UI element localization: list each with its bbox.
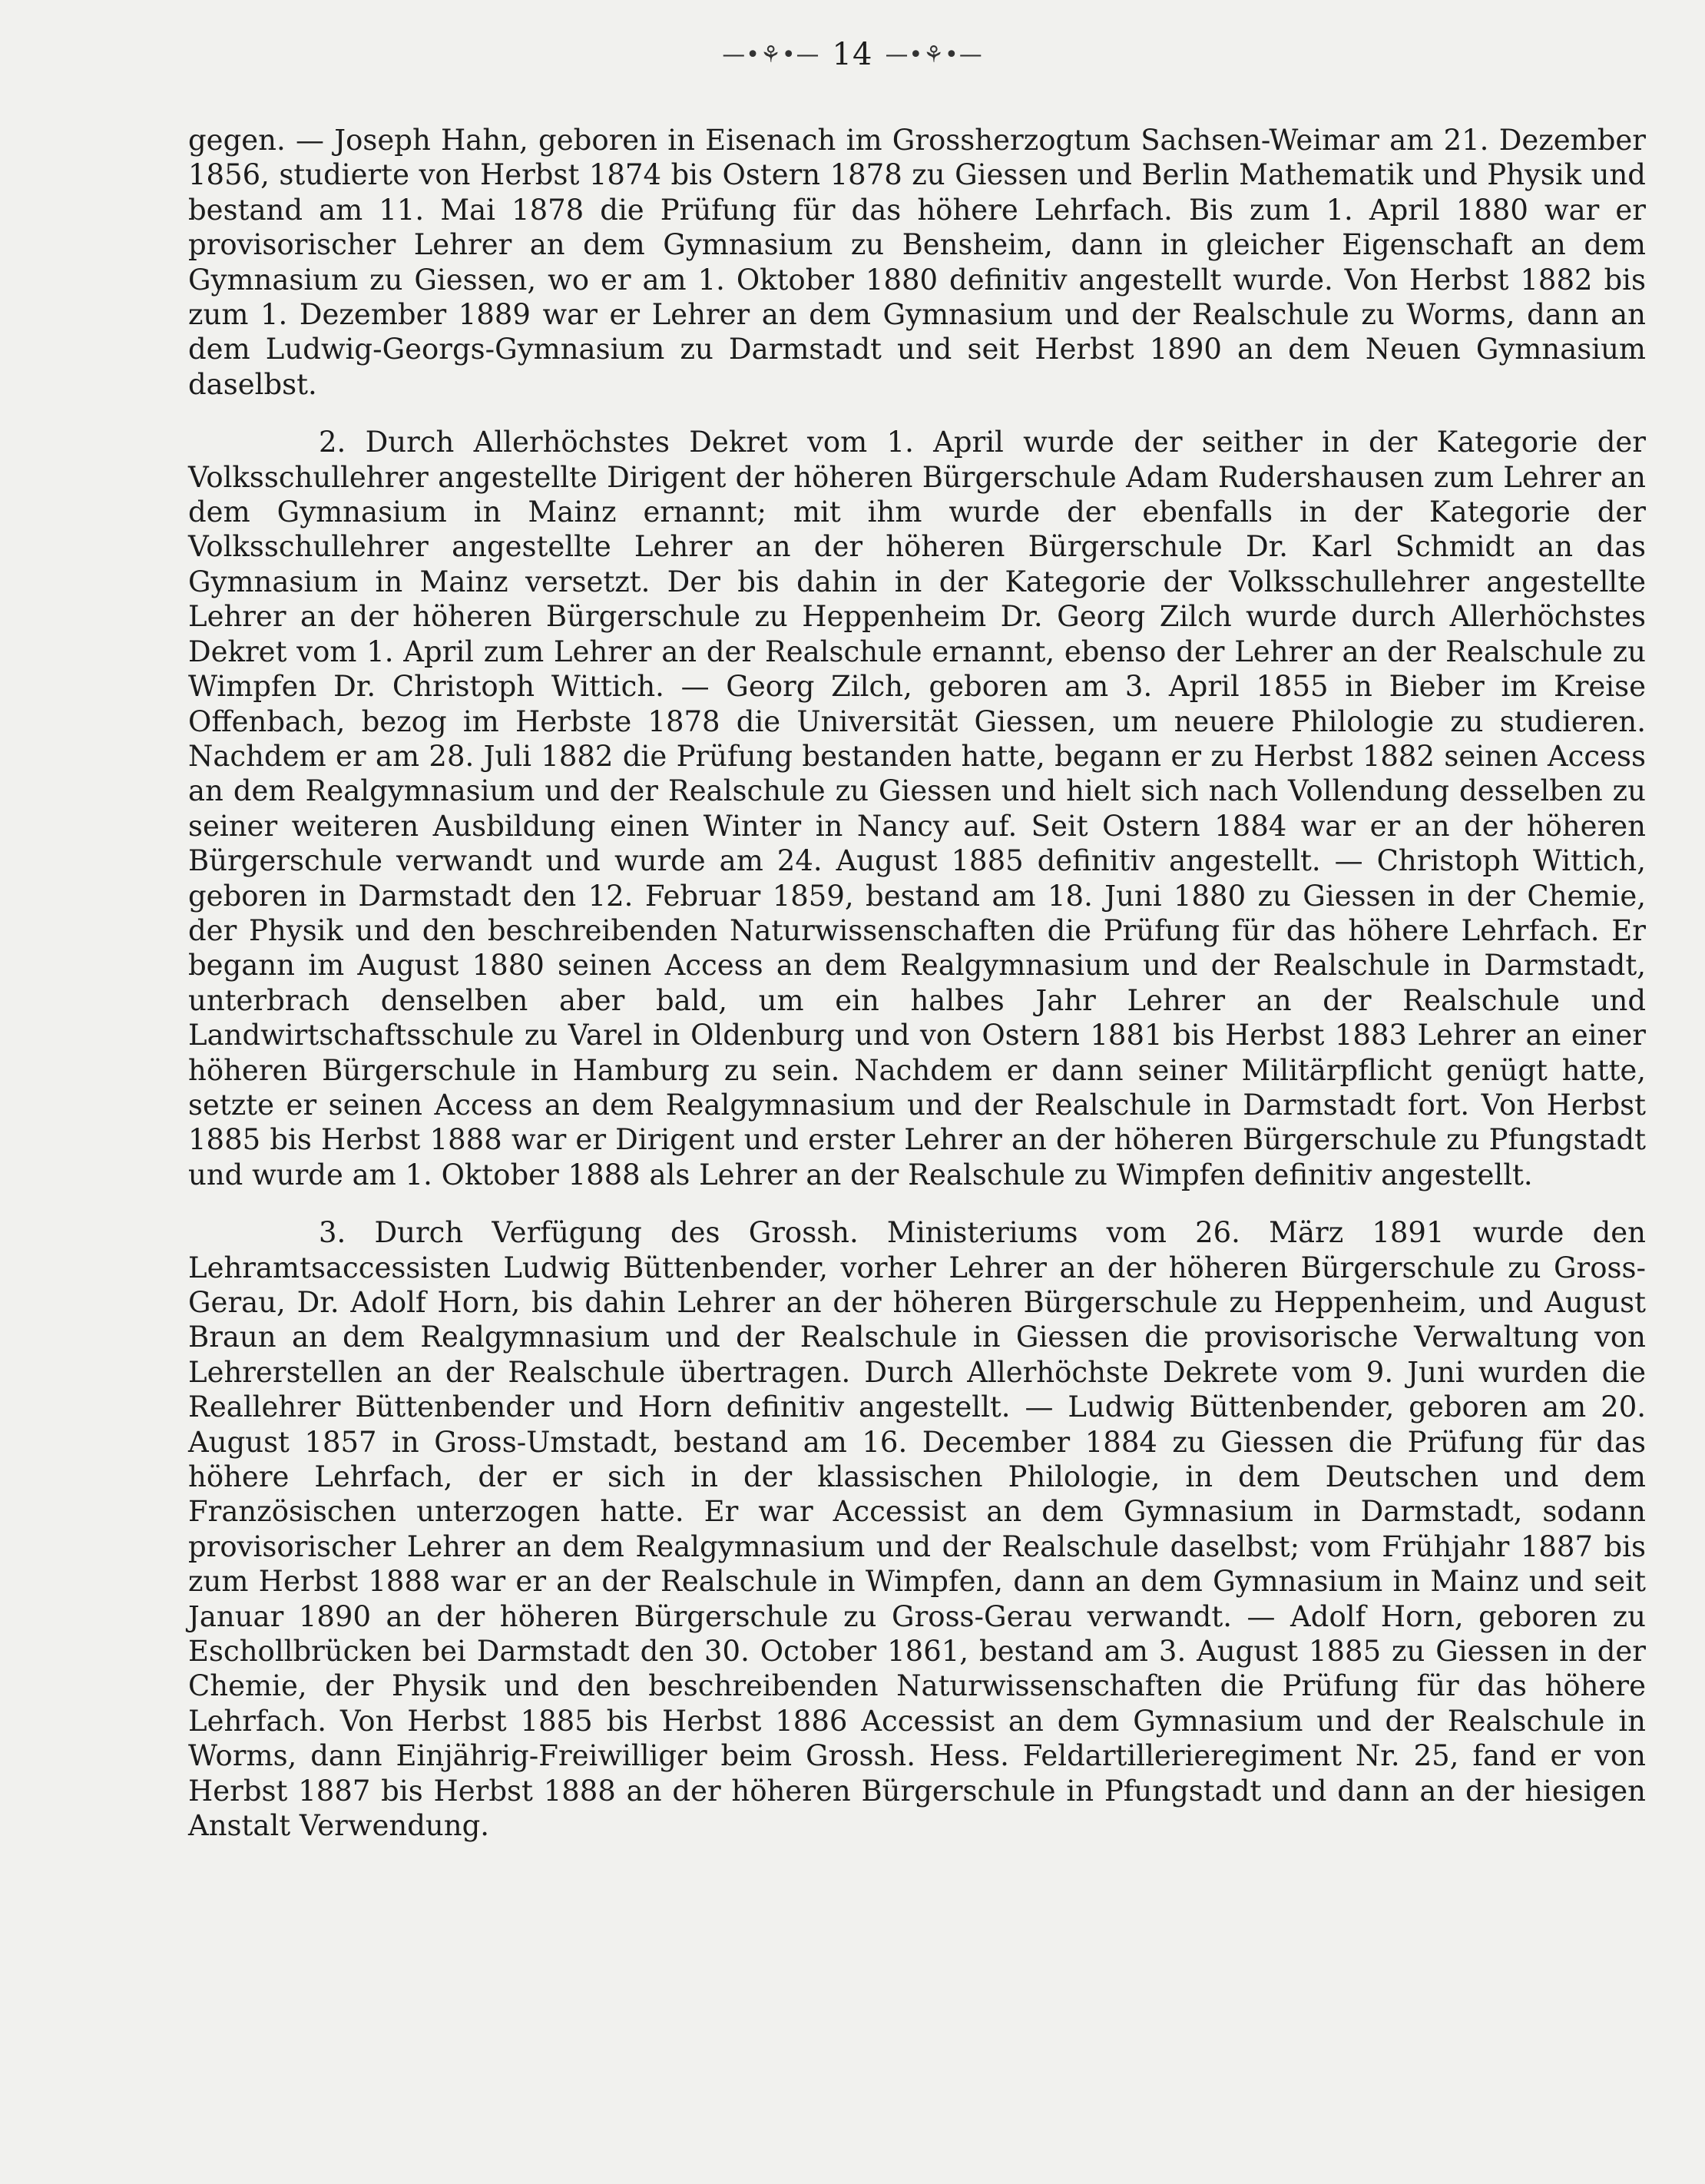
body-text — [188, 123, 1646, 1844]
ornament-right-icon: —•⚘•— — [885, 41, 983, 68]
paragraph-2: 2. Durch Allerhöchstes Dekret vom 1. April wurde der seither in der Kategorie der Volksschullehrer angestellte Dirigent der höheren Bürgerschule Adam Rudershausen zum Lehrer an dem Gymnasium in Mainz ernannt; mit ihm wurde der ebenfalls in der Kategorie der Volksschullehrer angestellte Lehrer an der höheren Bürgerschule Dr. Karl Schmidt an das Gymnasium in Mainz versetzt. Der bis dahin in der Kategorie der Volksschullehrer angestellte Lehrer an der höheren Bürgerschule zu Heppenheim Dr. Georg Zilch wurde durch Allerhöchstes Dekret vom 1. April zum Lehrer an der Realschule ernannt, ebenso der Lehrer an der Realschule zu Wimpfen Dr. Christoph Wittich. — Georg Zilch, geboren am 3. April 1855 in Bieber im Kreise Offenbach, bezog im Herbste 1878 die Universität Giessen, um neuere Philologie zu studieren. Nachdem er am 28. Juli 1882 die Prüfung bestanden hatte, begann er zu Herbst 1882 seinen Access an dem Realgymnasium und der Realschule zu Giessen und hielt sich nach Vollendung desselben zu seiner weiteren Ausbildung einen Winter in Nancy auf. Seit Ostern 1884 war er an der höheren Bürgerschule verwandt und wurde am 24. August 1885 definitiv angestellt. — Christoph Wittich, geboren in Darmstadt den 12. Februar 1859, bestand am 18. Juni 1880 zu Giessen in der Chemie, der Physik und den beschreibenden Naturwissenschaften die Prüfung für das höhere Lehrfach. Er begann im August 1880 seinen Access an dem Realgymnasium und der Realschule in Darmstadt, unterbrach denselben aber bald, um ein halbes Jahr Lehrer an der Realschule und Landwirtschaftsschule zu Varel in Oldenburg und von Ostern 1881 bis Herbst 1883 Lehrer an einer höheren Bürgerschule in Hamburg zu sein. Nachdem er dann seiner Militärpflicht genügt hatte, setzte er seinen Access an dem Realgymnasium und der Realschule in Darmstadt fort. Von Herbst 1885 bis Herbst 1888 war er Dirigent und erster Lehrer an der höheren Bürgerschule zu Pfungstadt und wurde am 1. Oktober 1888 als Lehrer an der Realschule zu Wimpfen definitiv angestellt. — [188, 426, 1646, 1191]
page-header — [0, 37, 1705, 72]
paragraph-3: 3. Durch Verfügung des Grossh. Ministeriums vom 26. März 1891 wurde den Lehramtsaccessisten Ludwig Büttenbender, vorher Lehrer an der höheren Bürgerschule zu Gross-Gerau, Dr. Adolf Horn, bis dahin Lehrer an der höheren Bürgerschule zu Heppenheim, und August Braun an dem Realgymnasium und der Realschule in Giessen die provisorische Verwaltung von Lehrerstellen an der Realschule übertragen. Durch Allerhöchste Dekrete vom 9. Juni wurden die Reallehrer Büttenbender und Horn definitiv angestellt. — Ludwig Büttenbender, geboren am 20. August 1857 in Gross-Umstadt, bestand am 16. December 1884 zu Giessen die Prüfung für das höhere Lehrfach, der er sich in der klassischen Philologie, in dem Deutschen und dem Französischen unterzogen hatte. Er war Accessist an dem Gymnasium in Darmstadt, sodann provisorischer Lehrer an dem Realgymnasium und der Realschule daselbst; vom Frühjahr 1887 bis zum Herbst 1888 war er an der Realschule in Wimpfen, dann an dem Gymnasium in Mainz und seit Januar 1890 an der höheren Bürgerschule zu Gross-Gerau verwandt. — Adolf Horn, geboren zu Eschollbrücken bei Darmstadt den 30. October 1861, bestand am 3. August 1885 zu Giessen in der Chemie, der Physik und den beschreibenden Naturwissenschaften die Prüfung für das höhere Lehrfach. Von Herbst 1885 bis Herbst 1886 Accessist an dem Gymnasium und der Realschule in Worms, dann Einjährig-Freiwilliger beim Grossh. Hess. Feldartillerieregiment Nr. 25, fand er von Herbst 1887 bis Herbst 1888 an der höheren Bürgerschule in Pfungstadt und dann an der hiesigen Anstalt Verwendung. — [188, 1216, 1646, 1843]
ornament-left-icon: —•⚘•— — [722, 41, 820, 68]
page-number: 14 — [832, 37, 873, 72]
paragraph-continuation: gegen. — Joseph Hahn, geboren in Eisenach im Grossherzogtum Sachsen-Weimar am 21. Dezember 1856, studierte von Herbst 1874 bis Ostern 1878 zu Giessen und Berlin Mathematik und Physik und bestand am 11. Mai 1878 die Prüfung für das höhere Lehrfach. Bis zum 1. April 1880 war er provisorischer Lehrer an dem Gymnasium zu Bensheim, dann in gleicher Eigenschaft an dem Gymnasium zu Giessen, wo er am 1. Oktober 1880 definitiv angestellt wurde. Von Herbst 1882 bis zum 1. Dezember 1889 war er Lehrer an dem Gymnasium und der Realschule zu Worms, dann an dem Ludwig-Georgs-Gymnasium zu Darmstadt und seit Herbst 1890 an dem Neuen Gymnasium daselbst. — [188, 124, 1646, 401]
